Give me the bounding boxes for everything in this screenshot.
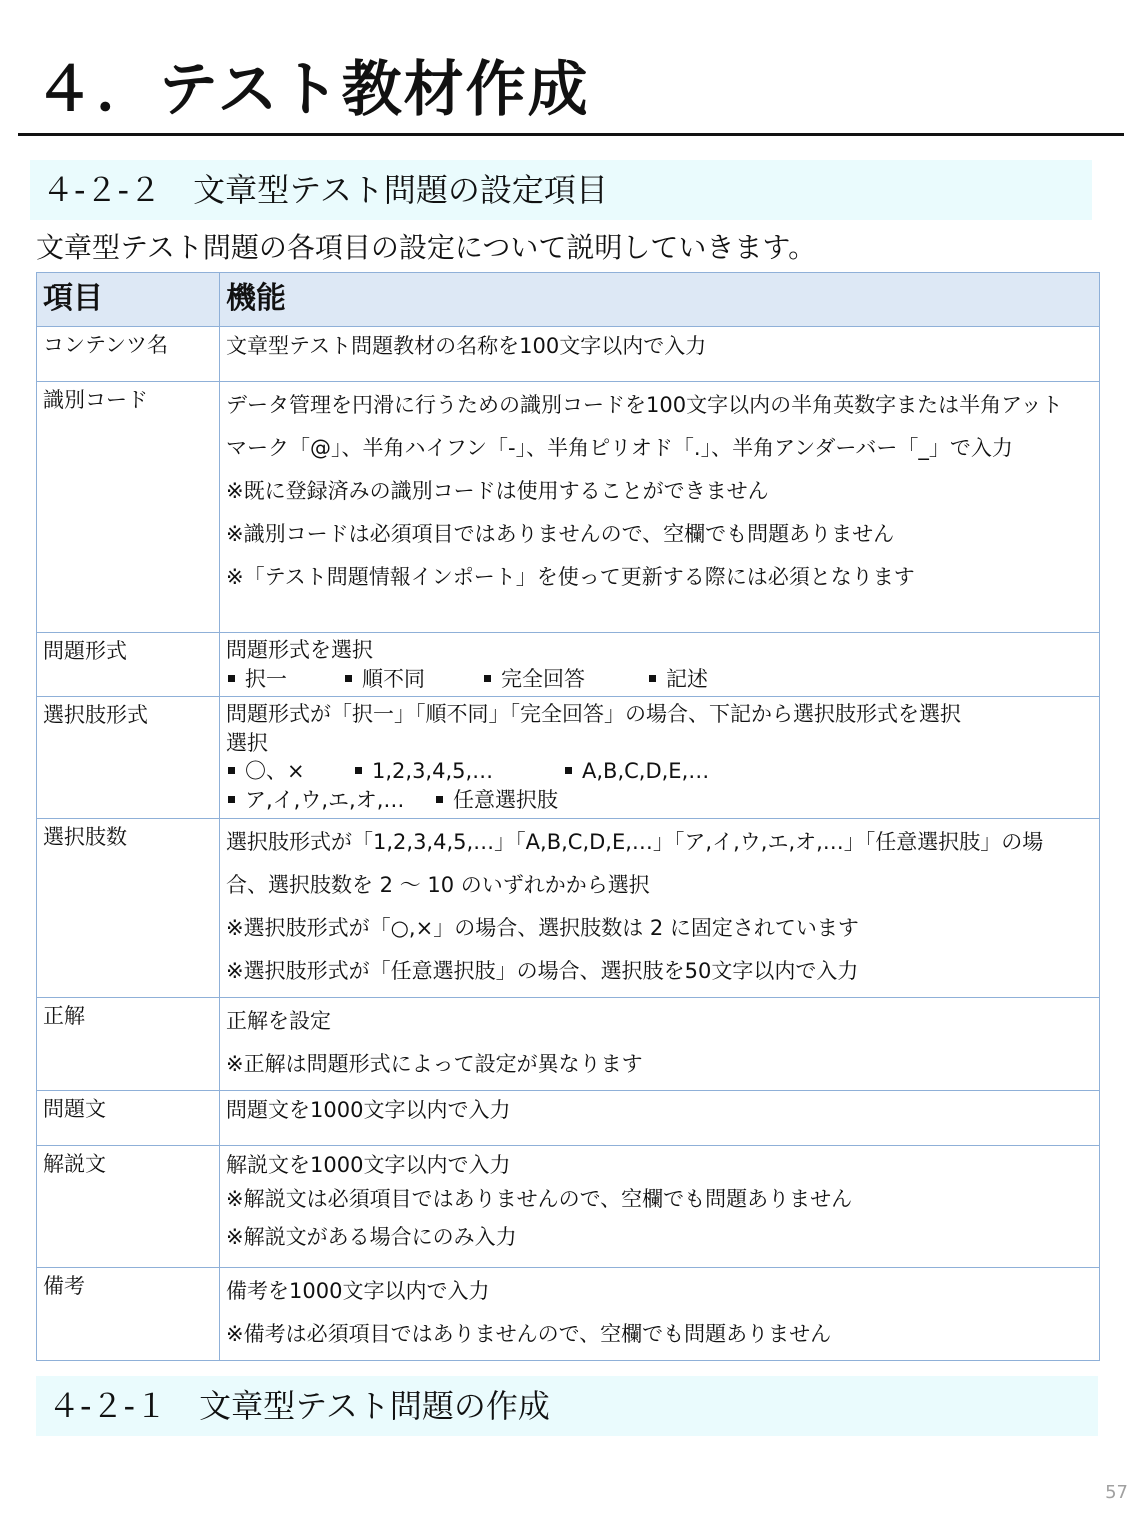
row-item-label: 解説文 — [37, 1146, 220, 1268]
bullet-row — [226, 757, 1093, 786]
description-note: ※解説文がある場合にのみ入力 — [226, 1225, 517, 1249]
row-description — [220, 998, 1100, 1091]
bullet-item: 択一 — [226, 665, 343, 694]
title-divider — [18, 133, 1124, 136]
description-note: ※選択肢形式が「○,×」の場合、選択肢数は 2 に固定されています — [226, 916, 859, 940]
row-item-label: 識別コード — [37, 382, 220, 633]
row-description — [220, 1146, 1100, 1268]
bullet-square-icon — [436, 796, 443, 803]
description-line: 問題形式を選択 — [226, 638, 373, 662]
bullet-square-icon — [228, 767, 235, 774]
settings-table — [36, 272, 1100, 1361]
intro-text: 文章型テスト問題の各項目の設定について説明していきます。 — [36, 231, 817, 264]
description-note: ※既に登録済みの識別コードは使用することができません — [226, 479, 769, 503]
row-item-label: 問題文 — [37, 1091, 220, 1146]
row-item-label: 選択肢形式 — [37, 697, 220, 819]
bullet-square-icon — [484, 675, 491, 682]
bullet-item: 1,2,3,4,5,… — [353, 757, 563, 786]
table-row — [37, 633, 1100, 697]
description-line: 合、選択肢数を 2 ～ 10 のいずれかから選択 — [226, 873, 650, 897]
row-item-label: 問題形式 — [37, 633, 220, 697]
column-header-item: 項目 — [37, 273, 220, 327]
row-description — [220, 819, 1100, 998]
description-line: データ管理を円滑に行うための識別コードを100文字以内の半角英数字または半角アット — [226, 393, 1063, 417]
description-note: ※解説文は必須項目ではありませんので、空欄でも問題ありません — [226, 1187, 853, 1211]
column-header-function: 機能 — [220, 273, 1100, 327]
table-header-row — [37, 273, 1100, 327]
description-line: 正解を設定 — [226, 1009, 331, 1033]
row-item-label: 選択肢数 — [37, 819, 220, 998]
bullet-square-icon — [345, 675, 352, 682]
bullet-square-icon — [649, 675, 656, 682]
bullet-square-icon — [228, 796, 235, 803]
bullet-item: 完全回答 — [482, 665, 647, 694]
page-number: 57 — [1105, 1482, 1128, 1503]
table-row — [37, 998, 1100, 1091]
table-row — [37, 1091, 1100, 1146]
row-description — [220, 633, 1100, 697]
bullet-square-icon — [228, 675, 235, 682]
description-line: 文章型テスト問題教材の名称を100文字以内で入力 — [226, 334, 707, 358]
bullet-square-icon — [565, 767, 572, 774]
description-note: ※選択肢形式が「任意選択肢」の場合、選択肢を50文字以内で入力 — [226, 959, 859, 983]
row-description — [220, 382, 1100, 633]
row-item-label: 備考 — [37, 1268, 220, 1361]
table-row — [37, 1268, 1100, 1361]
row-description — [220, 697, 1100, 819]
page-title: ４．テスト教材作成 — [34, 55, 590, 125]
bullet-item: 任意選択肢 — [434, 786, 558, 815]
bullet-item: 記述 — [647, 665, 708, 694]
bullet-item: 順不同 — [343, 665, 482, 694]
table-row — [37, 327, 1100, 382]
description-line: 選択 — [226, 731, 268, 755]
bullet-row — [226, 665, 1093, 694]
bullet-item: ア,イ,ウ,エ,オ,… — [226, 786, 434, 815]
bullet-square-icon — [355, 767, 362, 774]
bullet-row — [226, 786, 1093, 815]
description-line: 選択肢形式が「1,2,3,4,5,…」「A,B,C,D,E,…」「ア,イ,ウ,エ,オ,…」「任意選択肢」の場 — [226, 830, 1044, 854]
next-section-header: ４-２-１ 文章型テスト問題の作成 — [36, 1376, 1098, 1436]
table-row — [37, 697, 1100, 819]
description-line: マーク「@」、半角ハイフン「-」、半角ピリオド「.」、半角アンダーバー「_」で入力 — [226, 436, 1013, 460]
description-note: ※「テスト問題情報インポート」を使って更新する際には必須となります — [226, 565, 915, 589]
row-description — [220, 327, 1100, 382]
table-row — [37, 1146, 1100, 1268]
row-item-label: 正解 — [37, 998, 220, 1091]
description-line: 解説文を1000文字以内で入力 — [226, 1153, 511, 1177]
description-note: ※識別コードは必須項目ではありませんので、空欄でも問題ありません — [226, 522, 895, 546]
table-row — [37, 382, 1100, 633]
description-note: ※正解は問題形式によって設定が異なります — [226, 1052, 643, 1076]
section-header: ４-２-２ 文章型テスト問題の設定項目 — [30, 160, 1092, 220]
row-description — [220, 1268, 1100, 1361]
description-line: 問題形式が「択一」「順不同」「完全回答」の場合、下記から選択肢形式を選択 — [226, 702, 961, 726]
description-note: ※備考は必須項目ではありませんので、空欄でも問題ありません — [226, 1322, 832, 1346]
bullet-item: 〇、× — [226, 757, 353, 786]
table-row — [37, 819, 1100, 998]
description-line: 備考を1000文字以内で入力 — [226, 1279, 490, 1303]
row-item-label: コンテンツ名 — [37, 327, 220, 382]
row-description — [220, 1091, 1100, 1146]
description-line: 問題文を1000文字以内で入力 — [226, 1098, 511, 1122]
bullet-item: A,B,C,D,E,… — [563, 757, 709, 786]
